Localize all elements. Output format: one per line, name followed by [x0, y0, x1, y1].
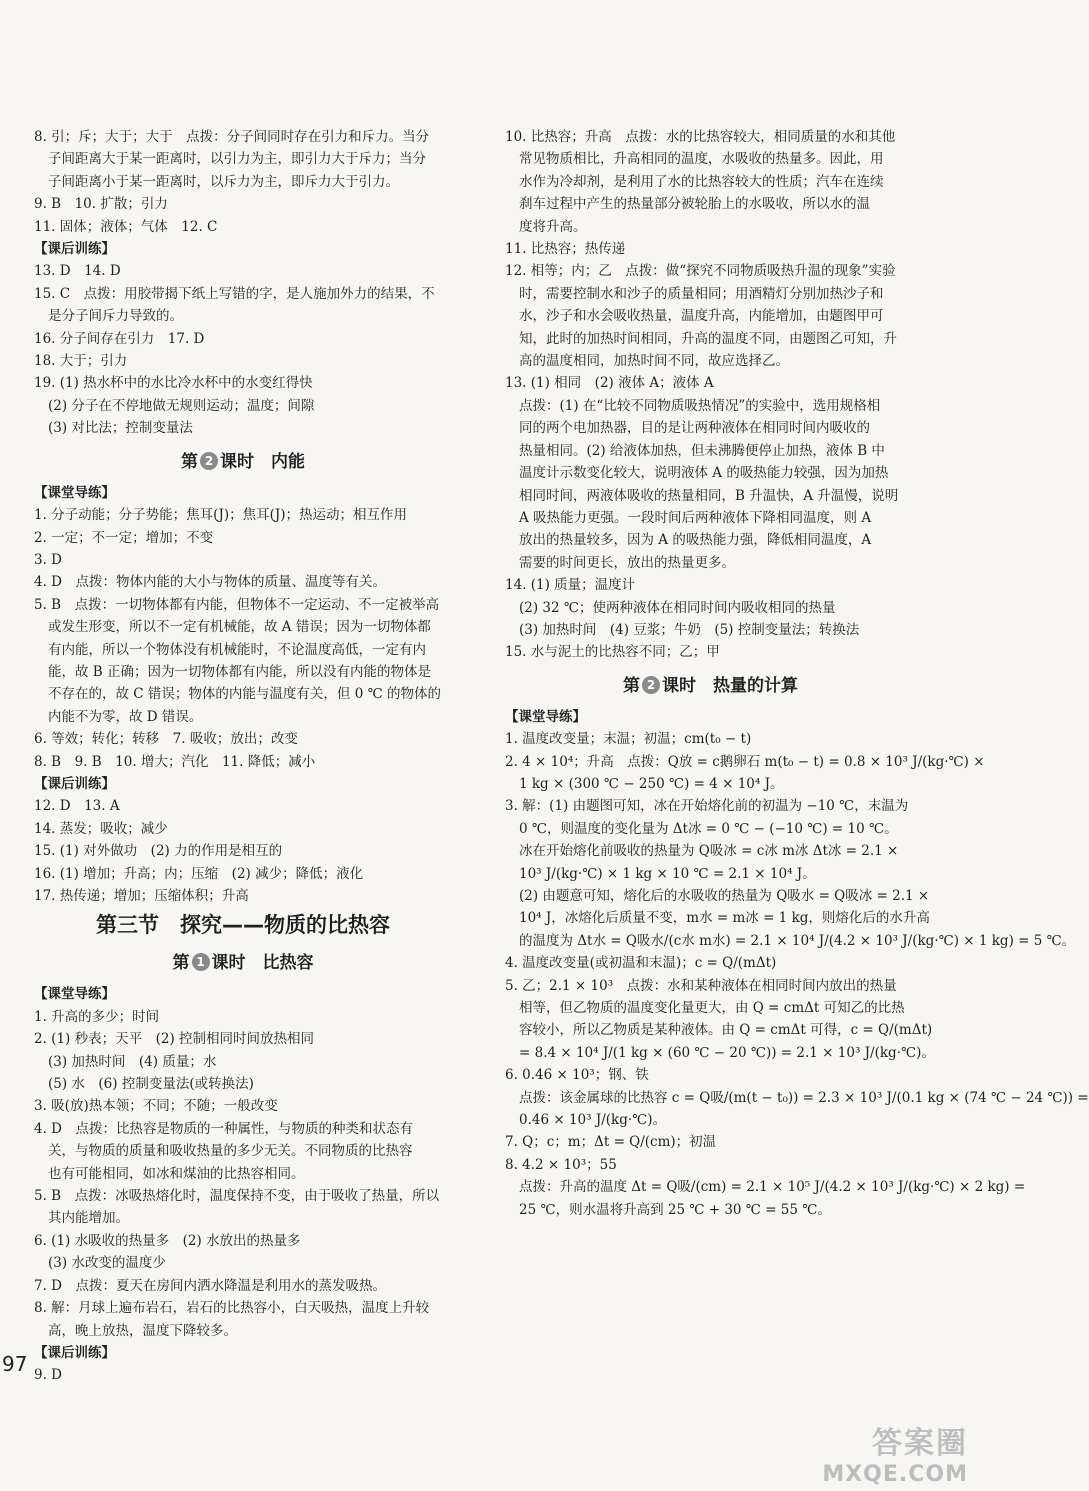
- text-line: 14. (1) 质量；温度计: [505, 577, 636, 594]
- text-line: 6. 0.46 × 10³；钢、铁: [505, 1067, 649, 1084]
- lesson-heading-prefix: 第: [172, 953, 190, 974]
- text-line: 子间距离小于某一距离时，以斥力为主，即斥力大于引力。: [48, 173, 399, 190]
- text-line: 水作为冷却剂，是利用了水的比热容较大的性质；汽车在连续: [519, 173, 884, 190]
- text-line: 或发生形变，所以不一定有机械能，故 A 错误；因为一切物体都: [48, 619, 431, 636]
- text-line: = 8.4 × 10⁴ J/(1 kg × (60 ℃ − 20 ℃)) = 2.1 × 10³ J/(kg·℃)。: [519, 1044, 935, 1061]
- text-line: 16. (1) 增加；升高；内；压缩 (2) 减少；降低；液化: [34, 865, 364, 882]
- text-line: A 吸热能力更强。一段时间后两种液体下降相同温度，则 A: [519, 509, 872, 526]
- text-line: 关，与物质的质量和吸收热量的多少无关。不同物质的比热容: [48, 1143, 413, 1160]
- text-line: 其内能增加。: [48, 1210, 129, 1227]
- text-line: 点拨：该金属球的比热容 c = Q吸/(m(t − t₀)) = 2.3 × 10³ J/(0.1 kg × (74 ℃ − 24 ℃)) =: [519, 1089, 1089, 1106]
- text-line: 10³ J/(kg·℃) × 1 kg × 10 ℃ = 2.1 × 10⁴ J。: [519, 865, 816, 882]
- text-line: 11. 固体；液体；气体 12. C: [34, 218, 218, 235]
- text-line: 3. 吸(放)热本领；不同；不随；一般改变: [34, 1098, 278, 1115]
- text-line: 水，沙子和水会吸收热量，温度升高，内能增加，由题图甲可: [519, 308, 884, 325]
- text-line: (2) 分子在不停地做无规则运动；温度；间隙: [48, 397, 315, 414]
- text-line: (3) 加热时间 (4) 质量；水: [48, 1053, 217, 1070]
- left-column: [34, 126, 452, 1387]
- text-line: 热量相同。(2) 给液体加热，但未沸腾便停止加热，液体 B 中: [519, 442, 885, 459]
- text-line: (3) 水改变的温度少: [48, 1255, 166, 1272]
- text-line: 0.46 × 10³ J/(kg·℃)。: [519, 1112, 667, 1129]
- lesson-number-badge: 2: [200, 452, 218, 470]
- text-line: 时，需要控制水和沙子的质量相同；用酒精灯分别加热沙子和: [519, 285, 884, 302]
- text-line: 点拨：升高的温度 Δt = Q吸/(cm) = 2.1 × 10⁵ J/(4.2 × 10³ J/(kg·℃) × 2 kg) =: [519, 1179, 1026, 1196]
- lesson-heading: [505, 672, 916, 700]
- text-line: 是分子间斥力导致的。: [48, 308, 183, 325]
- text-line: 的温度为 Δt水 = Q吸水/(c水 m水) = 2.1 × 10⁴ J/(4.2 × 10³ J/(kg·℃) × 1 kg) = 5 ℃。: [519, 932, 1076, 949]
- text-line: 2. 4 × 10⁴；升高 点拨：Q放 = c鹅卵石 m(t₀ − t) = 0.8 × 10³ J/(kg·℃) ×: [505, 753, 985, 770]
- lesson-heading-prefix: 第: [623, 675, 640, 696]
- right-column: [505, 126, 1089, 1221]
- lesson-heading-suffix: 课时 比热容: [211, 953, 314, 974]
- text-line: 8. 4.2 × 10³；55: [505, 1156, 617, 1173]
- text-line: (3) 对比法；控制变量法: [48, 420, 193, 437]
- text-line: 8. 解：月球上遍布岩石，岩石的比热容小，白天吸热，温度上升较: [34, 1300, 430, 1317]
- text-line: 能，故 B 正确；因为一切物体都有内能，所以没有内能的物体是: [48, 663, 432, 680]
- text-line: 4. D 点拨：物体内能的大小与物体的质量、温度等有关。: [34, 574, 386, 591]
- text-line: 点拨：(1) 在“比较不同物质吸热情况”的实验中，选用规格相: [519, 397, 881, 414]
- text-line: 1 kg × (300 ℃ − 250 ℃) = 4 × 10⁴ J。: [519, 775, 784, 792]
- text-line: 15. (1) 对外做功 (2) 力的作用是相互的: [34, 843, 283, 860]
- text-line: 有内能，所以一个物体没有机械能时，不论温度高低，一定有内: [48, 641, 426, 658]
- text-line: 6. 等效；转化；转移 7. 吸收；放出；改变: [34, 731, 298, 748]
- section-label: 【课堂导练】: [34, 484, 115, 501]
- section-label: 【课后训练】: [34, 775, 115, 792]
- text-line: 4. D 点拨：比热容是物质的一种属性，与物质的种类和状态有: [34, 1120, 413, 1137]
- text-line: 18. 大于；引力: [34, 353, 128, 370]
- text-line: 19. (1) 热水杯中的水比冷水杯中的水变红得快: [34, 375, 313, 392]
- text-line: 知，此时的加热时间相同，升高的温度不同，由题图乙可知，升: [519, 330, 897, 347]
- lesson-heading-suffix: 课时 热量的计算: [662, 675, 798, 696]
- text-line: 25 ℃，则水温将升高到 25 ℃ + 30 ℃ = 55 ℃。: [519, 1201, 831, 1218]
- text-line: 7. D 点拨：夏天在房间内洒水降温是利用水的蒸发吸热。: [34, 1277, 386, 1294]
- text-line: 15. 水与泥土的比热容不同；乙；甲: [505, 644, 720, 661]
- text-line: 13. (1) 相同 (2) 液体 A；液体 A: [505, 375, 714, 392]
- text-line: 12. 相等；内；乙 点拨：做“探究不同物质吸热升温的现象”实验: [505, 263, 896, 280]
- lesson-heading-prefix: 第: [181, 451, 198, 472]
- text-line: 9. B 10. 扩散；引力: [34, 196, 168, 213]
- text-line: 5. B 点拨：冰吸热熔化时，温度保持不变，由于吸收了热量，所以: [34, 1188, 440, 1205]
- text-line: 15. C 点拨：用胶带揭下纸上写错的字，是人施加外力的结果，不: [34, 285, 435, 302]
- text-line: 刹车过程中产生的热量部分被轮胎上的水吸收，所以水的温: [519, 196, 870, 213]
- text-line: 8. 引；斥；大于；大于 点拨：分子间同时存在引力和斥力。当分: [34, 129, 430, 145]
- section-label: 【课后训练】: [34, 1344, 115, 1361]
- text-line: 16. 分子间存在引力 17. D: [34, 330, 205, 347]
- text-line: 7. Q；c；m；Δt = Q/(cm)；初温: [505, 1134, 717, 1151]
- lesson-heading: [34, 949, 452, 977]
- section-label: 【课堂导练】: [505, 708, 586, 725]
- watermark-logo-text: 答案圈: [872, 1426, 968, 1461]
- text-line: 高，晚上放热，温度下降较多。: [48, 1322, 237, 1339]
- text-line: (3) 加热时间 (4) 豆浆；牛奶 (5) 控制变量法；转换法: [519, 621, 860, 638]
- text-line: 也有可能相同，如冰和煤油的比热容相同。: [48, 1165, 305, 1182]
- watermark-url: MXQE.COM: [822, 1462, 968, 1487]
- text-line: 11. 比热容；热传递: [505, 241, 626, 258]
- text-line: 1. 升高的多少；时间: [34, 1008, 160, 1025]
- text-line: 1. 温度改变量；末温；初温；cm(t₀ − t): [505, 731, 752, 748]
- section-label: 【课堂导练】: [34, 986, 115, 1003]
- text-line: 2. (1) 秒表；天平 (2) 控制相同时间放热相同: [34, 1031, 314, 1048]
- text-line: 2. 一定；不一定；增加；不变: [34, 529, 214, 546]
- text-line: 5. 乙；2.1 × 10³ 点拨：水和某种液体在相同时间内放出的热量: [505, 977, 897, 994]
- text-line: 13. D 14. D: [34, 263, 121, 280]
- text-line: 9. D: [34, 1367, 62, 1384]
- text-line: 度将升高。: [519, 218, 587, 235]
- text-line: 12. D 13. A: [34, 798, 120, 815]
- lesson-heading: [34, 448, 452, 476]
- lesson-number-badge: 1: [192, 953, 210, 971]
- text-line: 冰在开始熔化前吸收的热量为 Q吸冰 = c冰 m冰 Δt冰 = 2.1 ×: [519, 843, 899, 860]
- text-line: 6. (1) 水吸收的热量多 (2) 水放出的热量多: [34, 1232, 301, 1249]
- text-line: 放出的热量较多，因为 A 的吸热能力强，降低相同温度，A: [519, 532, 872, 549]
- text-line: 3. D: [34, 551, 62, 568]
- text-line: 5. B 点拨：一切物体都有内能，但物体不一定运动、不一定被举高: [34, 596, 440, 613]
- text-line: 常见物质相比，升高相同的温度，水吸收的热量多。因此，用: [519, 151, 884, 168]
- text-line: 相等，但乙物质的温度变化量更大，由 Q = cmΔt 可知乙的比热: [519, 1000, 905, 1017]
- text-line: 4. 温度改变量(或初温和末温)；c = Q/(mΔt): [505, 955, 777, 972]
- text-line: 14. 蒸发；吸收；减少: [34, 820, 168, 837]
- text-line: 3. 解：(1) 由题图可知，冰在开始熔化前的初温为 −10 ℃，末温为: [505, 798, 909, 815]
- text-line: 容较小，所以乙物质是某种液体。由 Q = cmΔt 可得，c = Q/(mΔt): [519, 1022, 933, 1039]
- watermark: [822, 1418, 968, 1487]
- text-line: (2) 由题意可知，熔化后的水吸收的热量为 Q吸水 = Q吸冰 = 2.1 ×: [519, 888, 930, 904]
- text-line: (2) 32 ℃；使两种液体在相同时间内吸收相同的热量: [519, 599, 836, 616]
- text-line: 需要的时间更长，放出的热量更多。: [519, 554, 735, 571]
- text-line: 1. 分子动能；分子势能；焦耳(J)；焦耳(J)；热运动；相互作用: [34, 507, 408, 524]
- text-line: 温度计示数变化较大，说明液体 A 的吸热能力较强，因为加热: [519, 465, 889, 482]
- text-line: 10⁴ J，冰熔化后质量不变，m水 = m冰 = 1 kg，则熔化后的水升高: [519, 910, 930, 927]
- page-number: 97: [2, 1352, 28, 1376]
- text-line: 17. 热传递；增加；压缩体积；升高: [34, 888, 249, 904]
- text-line: (5) 水 (6) 控制变量法(或转换法): [48, 1076, 254, 1093]
- lesson-number-badge: 2: [642, 676, 660, 694]
- text-line: 同的两个电加热器，目的是让两种液体在相同时间内吸收的: [519, 420, 870, 437]
- section-label: 【课后训练】: [34, 241, 115, 258]
- section-title: 第三节 探究——物质的比热容: [96, 913, 390, 938]
- text-line: 0 ℃，则温度的变化量为 Δt冰 = 0 ℃ − (−10 ℃) = 10 ℃。: [519, 820, 898, 837]
- text-line: 8. B 9. B 10. 增大；汽化 11. 降低；减小: [34, 753, 316, 770]
- text-line: 高的温度相同，加热时间不同，故应选择乙。: [519, 353, 789, 370]
- text-line: 子间距离大于某一距离时，以引力为主，即引力大于斥力；当分: [48, 151, 426, 168]
- lesson-heading-suffix: 课时 内能: [220, 451, 305, 472]
- text-line: 内能不为零，故 D 错误。: [48, 708, 203, 725]
- text-line: 10. 比热容；升高 点拨：水的比热容较大，相同质量的水和其他: [505, 129, 896, 145]
- text-line: 相同时间，两液体吸收的热量相同，B 升温快，A 升温慢，说明: [519, 487, 899, 504]
- text-line: 不存在的，故 C 错误；物体的内能与温度有关，但 0 ℃ 的物体的: [48, 686, 441, 703]
